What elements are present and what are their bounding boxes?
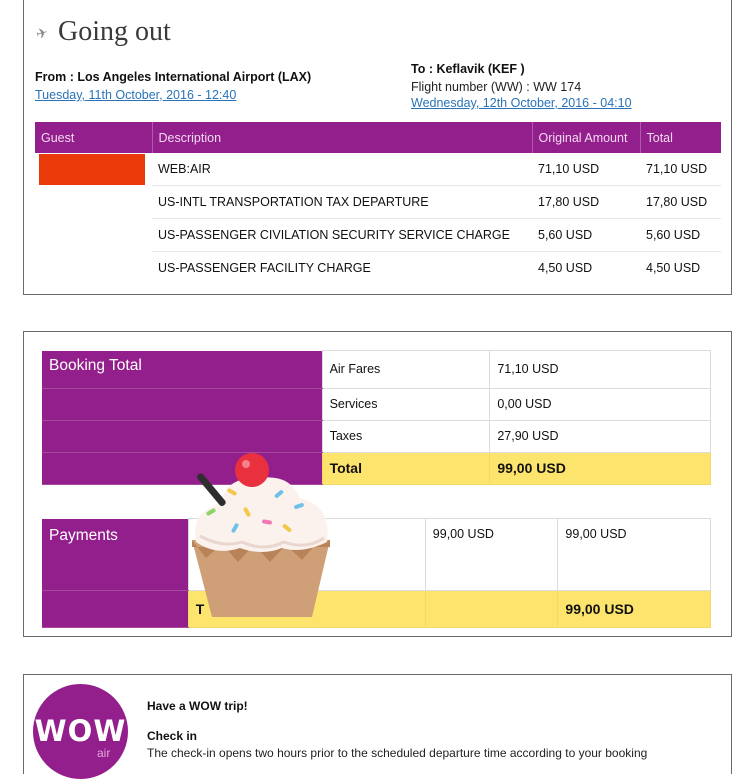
table-row — [35, 153, 721, 186]
from-airport: From : Los Angeles International Airport (LAX) — [35, 70, 312, 84]
checkin-heading: Check in — [147, 729, 198, 743]
row-name: Taxes — [322, 420, 490, 452]
row-value: 27,90 USD — [490, 420, 711, 452]
redacted-guest-name — [39, 154, 145, 185]
guest-cell — [35, 186, 152, 219]
original-amount-cell: 17,80 USD — [532, 186, 640, 219]
total-cell: 4,50 USD — [646, 261, 701, 275]
payments-total-value: 99,00 USD — [558, 591, 711, 628]
total-cell: 71,10 USD — [640, 153, 721, 186]
total-row — [42, 452, 711, 484]
departure-date-link[interactable]: Tuesday, 11th October, 2016 - 12:40 — [35, 88, 237, 102]
booking-total-label: Booking Total — [42, 351, 322, 389]
description-cell: US-PASSENGER CIVILATION SECURITY SERVICE CHARGE — [152, 219, 532, 252]
table-row — [35, 219, 721, 252]
original-amount-cell: 71,10 USD — [532, 153, 640, 186]
charges-table — [35, 122, 721, 284]
table-row — [35, 186, 721, 219]
row-value: 0,00 USD — [490, 388, 711, 420]
checkin-text: The check-in opens two hours prior to the scheduled departure time according to your booking — [147, 746, 648, 760]
payment-total: 99,00 USD — [558, 519, 711, 591]
label-fill — [42, 420, 322, 452]
outbound-flight-card — [23, 0, 732, 295]
to-airport: To : Keflavik (KEF ) — [411, 62, 525, 76]
total-cell: 17,80 USD — [640, 186, 721, 219]
row-name: Air Fares — [322, 351, 490, 389]
label-fill — [42, 388, 322, 420]
table-row — [35, 252, 721, 285]
arrival-date-link[interactable]: Wednesday, 12th October, 2016 - 04:10 — [411, 96, 632, 110]
header-total: Total — [640, 122, 721, 153]
original-amount-cell: 4,50 USD — [538, 261, 593, 275]
header-guest: Guest — [35, 122, 152, 153]
table-row — [42, 388, 711, 420]
row-name: Services — [322, 388, 490, 420]
header-description: Description — [152, 122, 532, 153]
empty-total-cell — [425, 591, 558, 628]
original-amount-cell: 5,60 USD — [532, 219, 640, 252]
table-row — [42, 420, 711, 452]
title-row — [36, 16, 171, 48]
table-header-row — [35, 122, 721, 153]
guest-cell — [35, 219, 152, 252]
description-cell: US-PASSENGER FACILITY CHARGE — [158, 261, 371, 275]
guest-cell — [35, 153, 152, 186]
flight-number: Flight number (WW) : WW 174 — [411, 80, 582, 94]
row-value: 71,10 USD — [490, 351, 711, 389]
table-row — [42, 519, 711, 591]
trip-info-card — [23, 674, 732, 774]
description-cell: WEB:AIR — [152, 153, 532, 186]
trip-greeting: Have a WOW trip! — [147, 699, 248, 713]
payment-amount: 99,00 USD — [425, 519, 558, 591]
booking-total-table — [42, 350, 711, 485]
wow-air-logo — [33, 684, 128, 779]
booking-summary-card — [23, 331, 732, 637]
cupcake-sticker — [182, 452, 340, 622]
plane-icon: ✈ — [34, 23, 50, 42]
payments-total-label: T — [188, 591, 425, 628]
total-value: 99,00 USD — [490, 452, 711, 484]
description-cell: US-INTL TRANSPORTATION TAX DEPARTURE — [152, 186, 532, 219]
guest-cell — [35, 252, 152, 285]
payments-table — [42, 518, 711, 628]
table-row — [42, 351, 711, 389]
logo-subtext: air — [97, 746, 111, 760]
total-row — [42, 591, 711, 628]
total-label: Total — [322, 452, 490, 484]
header-original-amount: Original Amount — [532, 122, 640, 153]
payments-label: Payments — [42, 519, 188, 591]
total-cell: 5,60 USD — [640, 219, 721, 252]
section-title: Going out — [58, 16, 171, 47]
logo-text: WOW — [34, 714, 127, 748]
label-fill — [42, 591, 188, 628]
